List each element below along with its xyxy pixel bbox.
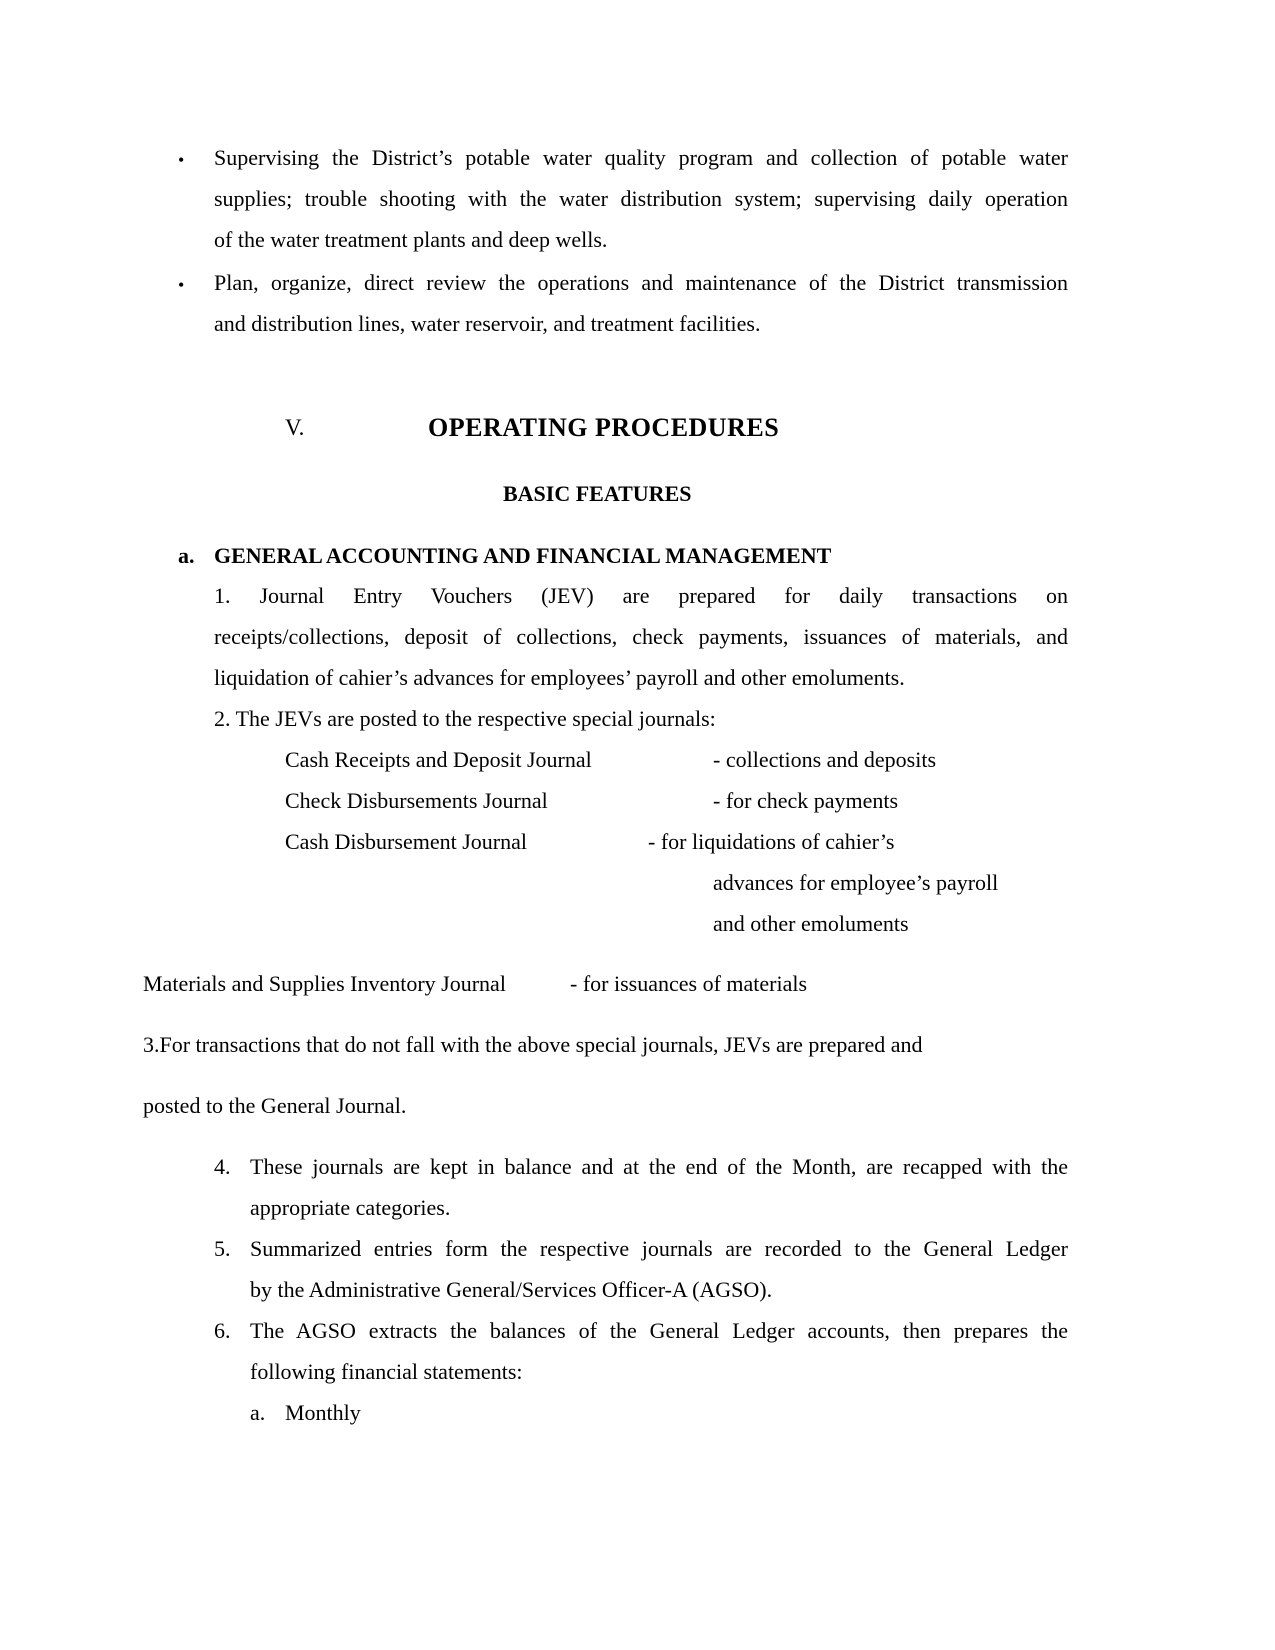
subsection-title: GENERAL ACCOUNTING AND FINANCIAL MANAGEMENT (214, 543, 832, 568)
journal-name: Check Disbursements Journal (285, 788, 548, 813)
list-item-line-2: by the Administrative General/Services Officer-A (AGSO). (250, 1277, 773, 1302)
bullet-1-line-2: supplies; trouble shooting with the water distribution system; supervising daily operation (214, 186, 1068, 211)
journal-desc: - for liquidations of cahier’s (648, 829, 895, 854)
item-1-line-3: liquidation of cahier’s advances for employees’ payroll and other emoluments. (214, 665, 905, 690)
item-1-line-2: receipts/collections, deposit of collections, check payments, issuances of materials, and (214, 624, 1068, 649)
list-item-line-2: appropriate categories. (250, 1195, 451, 1220)
bullet-1-line-1: Supervising the District’s potable water quality program and collection of potable water (214, 145, 1068, 170)
bullet-icon: • (178, 150, 185, 170)
list-item-line-1: Summarized entries form the respective journals are recorded to the General Ledger (250, 1236, 1068, 1261)
section-number: V. (285, 415, 305, 440)
list-number: 6. (214, 1318, 231, 1343)
bullet-2-line-1: Plan, organize, direct review the operations and maintenance of the District transmission (214, 270, 1068, 295)
sub-item-text: Monthly (285, 1400, 361, 1425)
item-3-line-1: 3.For transactions that do not fall with the above special journals, JEVs are prepared and (143, 1032, 923, 1057)
item-2-intro: 2. The JEVs are posted to the respective special journals: (214, 706, 716, 731)
journal-name: Cash Receipts and Deposit Journal (285, 747, 592, 772)
materials-journal-name: Materials and Supplies Inventory Journal (143, 971, 506, 996)
item-1-line-1: 1. Journal Entry Vouchers (JEV) are prepared for daily transactions on (214, 583, 1068, 608)
section-title: OPERATING PROCEDURES (428, 413, 780, 442)
list-item-line-2: following financial statements: (250, 1359, 523, 1384)
bullet-2-line-2: and distribution lines, water reservoir, and treatment facilities. (214, 311, 761, 336)
journal-desc: - collections and deposits (713, 747, 937, 772)
section-subtitle: BASIC FEATURES (503, 481, 692, 506)
list-number: 4. (214, 1154, 231, 1179)
journal-desc: - for check payments (713, 788, 899, 813)
journal-desc-continued: advances for employee’s payroll (713, 870, 999, 895)
bullet-icon: • (178, 275, 185, 295)
subsection-letter: a. (178, 543, 195, 568)
bullet-1-line-3: of the water treatment plants and deep wells. (214, 227, 608, 252)
item-3-line-2: posted to the General Journal. (143, 1093, 407, 1118)
sub-item-letter: a. (250, 1400, 266, 1425)
journal-desc-continued: and other emoluments (713, 911, 909, 936)
materials-journal-desc: - for issuances of materials (570, 971, 808, 996)
list-item-line-1: The AGSO extracts the balances of the General Ledger accounts, then prepares the (250, 1318, 1068, 1343)
journal-name: Cash Disbursement Journal (285, 829, 527, 854)
list-item-line-1: These journals are kept in balance and at the end of the Month, are recapped with the (250, 1154, 1068, 1179)
list-number: 5. (214, 1236, 231, 1261)
